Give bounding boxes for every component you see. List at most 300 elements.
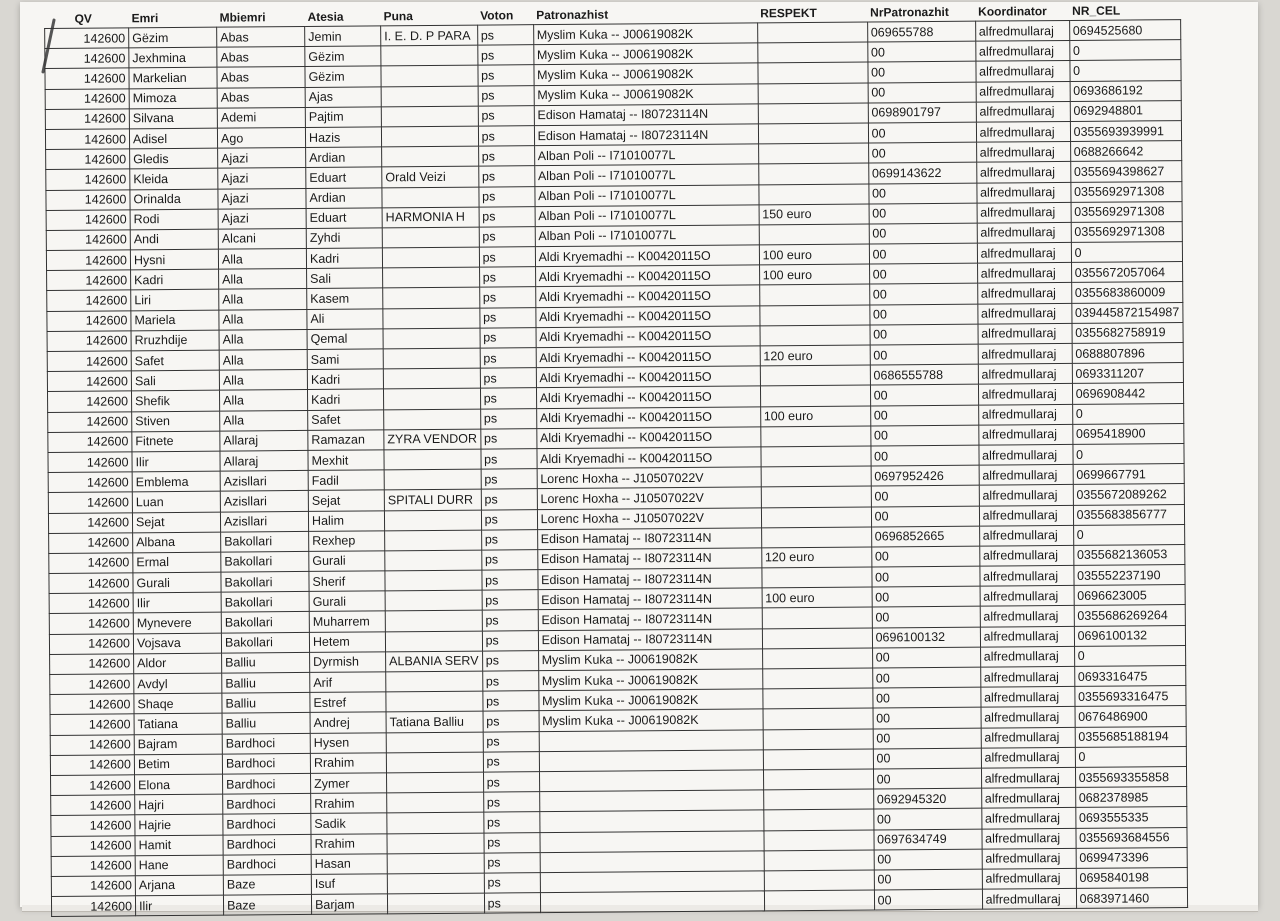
cell-patronazhist: Aldi Kryemadhi -- K00420115O bbox=[536, 406, 760, 428]
cell-nrpatronazhit: 00 bbox=[870, 385, 978, 406]
cell-voton: ps bbox=[482, 650, 538, 671]
cell-qv: 142600 bbox=[45, 48, 129, 69]
cell-respekt bbox=[763, 789, 873, 810]
header-qv: QV bbox=[74, 11, 92, 26]
cell-mbiemri: Bakollari bbox=[221, 571, 309, 592]
cell-voton: ps bbox=[481, 529, 537, 550]
cell-emri: Shefik bbox=[131, 391, 219, 412]
cell-atesia: Fadil bbox=[308, 470, 384, 491]
cell-koordinator: alfredmullaraj bbox=[981, 727, 1075, 748]
cell-emri: Ilir bbox=[133, 592, 221, 613]
header-puna: Puna bbox=[383, 9, 413, 24]
cell-voton: ps bbox=[483, 711, 539, 732]
cell-atesia: Hysen bbox=[310, 732, 386, 753]
table-body bbox=[45, 20, 1188, 917]
cell-emri: Orinalda bbox=[130, 189, 218, 210]
cell-mbiemri: Balliu bbox=[222, 713, 310, 734]
cell-qv: 142600 bbox=[51, 775, 135, 796]
cell-voton: ps bbox=[483, 812, 539, 833]
cell-qv: 142600 bbox=[50, 654, 134, 675]
cell-emri: Ilir bbox=[135, 895, 223, 916]
cell-patronazhist bbox=[540, 891, 764, 913]
cell-koordinator: alfredmullaraj bbox=[982, 828, 1076, 849]
cell-atesia: Gëzim bbox=[305, 46, 381, 67]
cell-nrpatronazhit: 00 bbox=[869, 263, 977, 284]
cell-nrcel: 0688807896 bbox=[1072, 343, 1183, 364]
cell-emri: Mimoza bbox=[129, 88, 217, 109]
cell-nrcel: 0699667791 bbox=[1073, 464, 1184, 485]
cell-respekt bbox=[757, 22, 867, 43]
cell-mbiemri: Alla bbox=[219, 370, 307, 391]
cell-emri: Ilir bbox=[132, 451, 220, 472]
cell-voton: ps bbox=[479, 227, 535, 248]
cell-voton: ps bbox=[479, 287, 535, 308]
cell-respekt bbox=[758, 123, 868, 144]
cell-qv: 142600 bbox=[50, 674, 134, 695]
cell-nrpatronazhit: 00 bbox=[868, 142, 976, 163]
cell-puna bbox=[383, 328, 480, 349]
cell-nrpatronazhit: 00 bbox=[872, 647, 980, 668]
cell-patronazhist bbox=[539, 770, 763, 792]
cell-emri: Ermal bbox=[133, 552, 221, 573]
cell-voton: ps bbox=[478, 65, 534, 86]
cell-nrpatronazhit: 00 bbox=[873, 708, 981, 729]
cell-patronazhist: Aldi Kryemadhi -- K00420115O bbox=[535, 306, 759, 328]
cell-nrpatronazhit: 00 bbox=[868, 62, 976, 83]
cell-emri: Safet bbox=[131, 350, 219, 371]
cell-emri: Markelian bbox=[129, 68, 217, 89]
cell-nrpatronazhit: 00 bbox=[873, 748, 981, 769]
cell-puna bbox=[386, 671, 483, 692]
cell-atesia: Pajtim bbox=[305, 107, 381, 128]
cell-nrcel: 0 bbox=[1074, 645, 1185, 666]
cell-nrpatronazhit: 00 bbox=[871, 445, 979, 466]
cell-koordinator: alfredmullaraj bbox=[982, 848, 1076, 869]
cell-qv: 142600 bbox=[46, 210, 130, 231]
cell-voton: ps bbox=[478, 105, 534, 126]
cell-respekt bbox=[761, 466, 871, 487]
cell-mbiemri: Abas bbox=[217, 87, 305, 108]
cell-puna: Tatiana Balliu bbox=[386, 711, 483, 732]
cell-respekt: 120 euro bbox=[761, 547, 871, 568]
cell-nrcel: 0355693316475 bbox=[1074, 686, 1185, 707]
cell-atesia: Andrej bbox=[310, 712, 386, 733]
cell-qv: 142600 bbox=[46, 169, 130, 190]
cell-respekt bbox=[760, 426, 870, 447]
cell-koordinator: alfredmullaraj bbox=[976, 61, 1070, 82]
cell-respekt bbox=[764, 830, 874, 851]
cell-nrcel: 035552237190 bbox=[1074, 565, 1185, 586]
cell-nrcel: 039445872154987 bbox=[1071, 302, 1182, 323]
cell-patronazhist: Aldi Kryemadhi -- K00420115O bbox=[536, 346, 760, 368]
cell-puna bbox=[387, 873, 484, 894]
cell-voton: ps bbox=[483, 731, 539, 752]
cell-qv: 142600 bbox=[45, 68, 129, 89]
cell-nrpatronazhit: 00 bbox=[874, 849, 982, 870]
cell-nrpatronazhit: 00 bbox=[870, 425, 978, 446]
cell-puna bbox=[385, 550, 482, 571]
cell-emri: Albana bbox=[133, 532, 221, 553]
cell-mbiemri: Ajazi bbox=[218, 188, 306, 209]
cell-atesia: Eduart bbox=[306, 208, 382, 229]
cell-puna bbox=[386, 732, 483, 753]
cell-nrpatronazhit: 00 bbox=[869, 304, 977, 325]
cell-koordinator: alfredmullaraj bbox=[980, 666, 1074, 687]
cell-nrpatronazhit: 00 bbox=[871, 546, 979, 567]
cell-puna bbox=[384, 449, 481, 470]
cell-emri: Tatiana bbox=[134, 713, 222, 734]
cell-atesia: Mexhit bbox=[308, 450, 384, 471]
cell-respekt: 100 euro bbox=[760, 406, 870, 427]
cell-atesia: Rexhep bbox=[309, 531, 385, 552]
cell-koordinator: alfredmullaraj bbox=[978, 404, 1072, 425]
cell-voton: ps bbox=[478, 126, 534, 147]
cell-atesia: Sali bbox=[307, 268, 383, 289]
cell-atesia: Dyrmish bbox=[310, 652, 386, 673]
cell-voton: ps bbox=[478, 166, 534, 187]
cell-mbiemri: Bardhoci bbox=[223, 854, 311, 875]
cell-mbiemri: Allaraj bbox=[220, 430, 308, 451]
cell-puna bbox=[385, 570, 482, 591]
cell-qv: 142600 bbox=[47, 351, 131, 372]
cell-respekt bbox=[763, 708, 873, 729]
cell-qv: 142600 bbox=[50, 755, 134, 776]
cell-respekt bbox=[764, 870, 874, 891]
cell-atesia: Zymer bbox=[311, 773, 387, 794]
cell-respekt bbox=[762, 567, 872, 588]
cell-patronazhist: Aldi Kryemadhi -- K00420115O bbox=[536, 366, 760, 388]
header-atesia: Atesia bbox=[307, 9, 344, 24]
cell-voton: ps bbox=[479, 267, 535, 288]
cell-patronazhist: Myslim Kuka -- J00619082K bbox=[533, 43, 757, 65]
cell-atesia: Ardian bbox=[306, 147, 382, 168]
cell-nrcel: 0355682758919 bbox=[1072, 322, 1183, 343]
cell-koordinator: alfredmullaraj bbox=[981, 788, 1075, 809]
cell-koordinator: alfredmullaraj bbox=[975, 20, 1069, 41]
cell-voton: ps bbox=[482, 691, 538, 712]
cell-nrcel: 0355672057064 bbox=[1071, 262, 1182, 283]
cell-emri: Shaqe bbox=[134, 693, 222, 714]
cell-nrcel: 0695418900 bbox=[1072, 423, 1183, 444]
cell-qv: 142600 bbox=[49, 613, 133, 634]
cell-qv: 142600 bbox=[46, 250, 130, 271]
cell-patronazhist: Edison Hamataj -- I80723114N bbox=[538, 629, 762, 651]
cell-nrpatronazhit: 00 bbox=[869, 284, 977, 305]
cell-mbiemri: Ajazi bbox=[218, 168, 306, 189]
cell-voton: ps bbox=[480, 428, 536, 449]
cell-nrcel: 0355685188194 bbox=[1075, 726, 1186, 747]
cell-qv: 142600 bbox=[46, 189, 130, 210]
cell-koordinator: alfredmullaraj bbox=[980, 606, 1074, 627]
cell-respekt bbox=[762, 688, 872, 709]
cell-patronazhist: Aldi Kryemadhi -- K00420115O bbox=[536, 427, 760, 449]
cell-nrpatronazhit: 00 bbox=[872, 667, 980, 688]
cell-puna bbox=[382, 187, 479, 208]
cell-emri: Rruzhdije bbox=[131, 330, 219, 351]
cell-voton: ps bbox=[478, 85, 534, 106]
cell-voton: ps bbox=[478, 146, 534, 167]
cell-patronazhist: Edison Hamataj -- I80723114N bbox=[537, 548, 761, 570]
header-koordinator: Koordinator bbox=[978, 4, 1047, 19]
cell-mbiemri: Allaraj bbox=[220, 450, 308, 471]
cell-qv: 142600 bbox=[49, 573, 133, 594]
cell-atesia: Gurali bbox=[309, 551, 385, 572]
header-mbiemri: Mbiemri bbox=[219, 10, 266, 25]
cell-qv: 142600 bbox=[51, 855, 135, 876]
cell-nrcel: 0355692971308 bbox=[1071, 221, 1182, 242]
cell-koordinator: alfredmullaraj bbox=[979, 465, 1073, 486]
cell-emri: Rodi bbox=[130, 209, 218, 230]
cell-qv: 142600 bbox=[51, 896, 135, 917]
cell-mbiemri: Ago bbox=[217, 127, 305, 148]
cell-mbiemri: Balliu bbox=[222, 693, 310, 714]
cell-puna bbox=[387, 812, 484, 833]
cell-koordinator: alfredmullaraj bbox=[979, 444, 1073, 465]
header-patronazhist: Patronazhist bbox=[536, 7, 609, 23]
cell-mbiemri: Alla bbox=[219, 289, 307, 310]
cell-atesia: Hasan bbox=[311, 854, 387, 875]
cell-emri: Fitnete bbox=[132, 431, 220, 452]
cell-nrpatronazhit: 00 bbox=[874, 869, 982, 890]
cell-atesia: Hetem bbox=[309, 631, 385, 652]
cell-patronazhist: Lorenc Hoxha -- J10507022V bbox=[537, 467, 761, 489]
cell-qv: 142600 bbox=[51, 876, 135, 897]
cell-voton: ps bbox=[484, 873, 540, 894]
cell-respekt bbox=[762, 648, 872, 669]
cell-respekt bbox=[763, 729, 873, 750]
voter-table bbox=[44, 1, 1188, 917]
cell-emri: Sali bbox=[131, 370, 219, 391]
cell-nrcel: 0693311207 bbox=[1072, 363, 1183, 384]
cell-puna bbox=[385, 631, 482, 652]
cell-atesia: Barjam bbox=[311, 894, 387, 915]
cell-nrpatronazhit: 0696852665 bbox=[871, 526, 979, 547]
cell-respekt bbox=[759, 284, 869, 305]
cell-mbiemri: Ajazi bbox=[218, 148, 306, 169]
cell-mbiemri: Ajazi bbox=[218, 208, 306, 229]
cell-patronazhist: Alban Poli -- I71010077L bbox=[535, 184, 759, 206]
cell-voton: ps bbox=[479, 247, 535, 268]
cell-nrcel: 0355682136053 bbox=[1073, 544, 1184, 565]
cell-puna bbox=[386, 691, 483, 712]
cell-nrpatronazhit: 00 bbox=[873, 728, 981, 749]
cell-respekt: 100 euro bbox=[759, 244, 869, 265]
cell-patronazhist: Myslim Kuka -- J00619082K bbox=[534, 63, 758, 85]
cell-mbiemri: Bakollari bbox=[221, 612, 309, 633]
cell-nrpatronazhit: 00 bbox=[870, 344, 978, 365]
cell-voton: ps bbox=[480, 408, 536, 429]
cell-qv: 142600 bbox=[45, 88, 129, 109]
cell-emri: Mariela bbox=[131, 310, 219, 331]
cell-nrcel: 0694525680 bbox=[1069, 20, 1180, 41]
cell-puna bbox=[387, 853, 484, 874]
cell-atesia: Safet bbox=[308, 409, 384, 430]
cell-puna: HARMONIA H bbox=[382, 207, 479, 228]
cell-respekt bbox=[760, 365, 870, 386]
cell-mbiemri: Alla bbox=[220, 410, 308, 431]
cell-mbiemri: Alla bbox=[219, 349, 307, 370]
cell-koordinator: alfredmullaraj bbox=[976, 121, 1070, 142]
cell-qv: 142600 bbox=[47, 310, 131, 331]
cell-respekt: 150 euro bbox=[759, 204, 869, 225]
cell-patronazhist bbox=[540, 830, 764, 852]
cell-atesia: Ajas bbox=[305, 86, 381, 107]
cell-atesia: Kasem bbox=[307, 288, 383, 309]
cell-puna bbox=[384, 469, 481, 490]
cell-nrcel: 0355683856777 bbox=[1073, 504, 1184, 525]
cell-atesia: Ardian bbox=[306, 187, 382, 208]
cell-nrcel: 0693686192 bbox=[1070, 80, 1181, 101]
cell-puna: SPITALI DURR bbox=[384, 489, 481, 510]
cell-voton: ps bbox=[481, 469, 537, 490]
cell-respekt bbox=[758, 143, 868, 164]
cell-mbiemri: Azisllari bbox=[220, 491, 308, 512]
cell-patronazhist bbox=[540, 851, 764, 873]
cell-nrcel: 0676486900 bbox=[1075, 706, 1186, 727]
cell-respekt: 100 euro bbox=[759, 264, 869, 285]
cell-respekt bbox=[760, 325, 870, 346]
cell-mbiemri: Abas bbox=[217, 47, 305, 68]
cell-puna bbox=[383, 368, 480, 389]
cell-voton: ps bbox=[482, 610, 538, 631]
cell-koordinator: alfredmullaraj bbox=[977, 222, 1071, 243]
cell-koordinator: alfredmullaraj bbox=[979, 505, 1073, 526]
cell-atesia: Estref bbox=[310, 692, 386, 713]
cell-nrcel: 0683971460 bbox=[1076, 888, 1187, 909]
cell-nrpatronazhit: 0692945320 bbox=[873, 788, 981, 809]
cell-koordinator: alfredmullaraj bbox=[980, 565, 1074, 586]
cell-koordinator: alfredmullaraj bbox=[981, 767, 1075, 788]
cell-koordinator: alfredmullaraj bbox=[978, 323, 1072, 344]
cell-nrpatronazhit: 0697952426 bbox=[871, 465, 979, 486]
cell-emri: Hysni bbox=[130, 249, 218, 270]
cell-puna bbox=[384, 409, 481, 430]
cell-puna bbox=[385, 590, 482, 611]
cell-voton: ps bbox=[477, 45, 533, 66]
cell-nrcel: 0355693684556 bbox=[1076, 827, 1187, 848]
cell-mbiemri: Baze bbox=[223, 874, 311, 895]
cell-atesia: Qemal bbox=[307, 329, 383, 350]
cell-koordinator: alfredmullaraj bbox=[976, 162, 1070, 183]
cell-respekt bbox=[758, 163, 868, 184]
header-nrpatronazhit: NrPatronazhit bbox=[870, 4, 949, 20]
cell-atesia: Rrahim bbox=[311, 833, 387, 854]
cell-qv: 142600 bbox=[50, 734, 134, 755]
cell-puna bbox=[385, 530, 482, 551]
cell-atesia: Sherif bbox=[309, 571, 385, 592]
cell-emri: Gurali bbox=[133, 572, 221, 593]
cell-patronazhist: Aldi Kryemadhi -- K00420115O bbox=[535, 245, 759, 267]
cell-nrpatronazhit: 00 bbox=[872, 607, 980, 628]
cell-voton: ps bbox=[479, 206, 535, 227]
cell-emri: Andi bbox=[130, 229, 218, 250]
cell-atesia: Zyhdi bbox=[306, 228, 382, 249]
cell-mbiemri: Bardhoci bbox=[222, 733, 310, 754]
cell-patronazhist: Myslim Kuka -- J00619082K bbox=[538, 669, 762, 691]
cell-puna bbox=[387, 792, 484, 813]
cell-qv: 142600 bbox=[46, 149, 130, 170]
cell-emri: Elona bbox=[135, 774, 223, 795]
cell-qv: 142600 bbox=[49, 553, 133, 574]
cell-emri: Sejat bbox=[132, 512, 220, 533]
cell-koordinator: alfredmullaraj bbox=[980, 626, 1074, 647]
cell-qv: 142600 bbox=[45, 28, 129, 49]
cell-koordinator: alfredmullaraj bbox=[977, 243, 1071, 264]
cell-nrcel: 0 bbox=[1071, 242, 1182, 263]
cell-koordinator: alfredmullaraj bbox=[978, 343, 1072, 364]
cell-nrcel: 0692948801 bbox=[1070, 100, 1181, 121]
cell-respekt: 100 euro bbox=[762, 587, 872, 608]
cell-patronazhist bbox=[540, 871, 764, 893]
cell-emri: Emblema bbox=[132, 471, 220, 492]
cell-nrpatronazhit: 0697634749 bbox=[874, 829, 982, 850]
cell-voton: ps bbox=[480, 327, 536, 348]
cell-respekt bbox=[758, 62, 868, 83]
cell-koordinator: alfredmullaraj bbox=[976, 142, 1070, 163]
cell-qv: 142600 bbox=[48, 492, 132, 513]
cell-voton: ps bbox=[480, 368, 536, 389]
cell-respekt bbox=[759, 184, 869, 205]
cell-nrcel: 0696908442 bbox=[1072, 383, 1183, 404]
cell-mbiemri: Bakollari bbox=[221, 551, 309, 572]
cell-voton: ps bbox=[484, 832, 540, 853]
cell-koordinator: alfredmullaraj bbox=[977, 283, 1071, 304]
cell-nrpatronazhit: 00 bbox=[870, 324, 978, 345]
cell-emri: Arjana bbox=[135, 875, 223, 896]
cell-nrcel: 0355693355858 bbox=[1075, 766, 1186, 787]
cell-qv: 142600 bbox=[47, 391, 131, 412]
cell-mbiemri: Azisllari bbox=[220, 471, 308, 492]
cell-nrpatronazhit: 00 bbox=[869, 223, 977, 244]
cell-nrcel: 0695840198 bbox=[1076, 867, 1187, 888]
cell-puna bbox=[381, 106, 478, 127]
cell-mbiemri: Alcani bbox=[218, 228, 306, 249]
cell-koordinator: alfredmullaraj bbox=[976, 101, 1070, 122]
cell-voton: ps bbox=[477, 25, 533, 46]
cell-patronazhist: Edison Hamataj -- I80723114N bbox=[538, 568, 762, 590]
cell-nrpatronazhit: 00 bbox=[872, 687, 980, 708]
cell-qv: 142600 bbox=[48, 432, 132, 453]
cell-respekt bbox=[759, 305, 869, 326]
cell-patronazhist: Edison Hamataj -- I80723114N bbox=[538, 608, 762, 630]
cell-respekt bbox=[763, 809, 873, 830]
cell-respekt bbox=[761, 527, 871, 548]
cell-emri: Gëzim bbox=[129, 27, 217, 48]
cell-puna bbox=[383, 308, 480, 329]
cell-qv: 142600 bbox=[48, 512, 132, 533]
cell-respekt bbox=[758, 83, 868, 104]
cell-nrpatronazhit: 00 bbox=[868, 183, 976, 204]
cell-atesia: Sadik bbox=[311, 813, 387, 834]
cell-respekt bbox=[760, 385, 870, 406]
cell-voton: ps bbox=[479, 186, 535, 207]
cell-voton: ps bbox=[481, 449, 537, 470]
cell-mbiemri: Bardhoci bbox=[223, 794, 311, 815]
cell-qv: 142600 bbox=[47, 371, 131, 392]
cell-puna: ZYRA VENDOR bbox=[384, 429, 481, 450]
cell-nrpatronazhit: 00 bbox=[871, 485, 979, 506]
cell-voton: ps bbox=[481, 489, 537, 510]
cell-patronazhist: Myslim Kuka -- J00619082K bbox=[539, 709, 763, 731]
cell-qv: 142600 bbox=[51, 815, 135, 836]
cell-patronazhist: Aldi Kryemadhi -- K00420115O bbox=[535, 285, 759, 307]
cell-puna bbox=[381, 65, 478, 86]
cell-voton: ps bbox=[482, 630, 538, 651]
cell-voton: ps bbox=[480, 348, 536, 369]
cell-mbiemri: Ademi bbox=[217, 107, 305, 128]
cell-mbiemri: Alla bbox=[219, 390, 307, 411]
cell-nrpatronazhit: 0699143622 bbox=[868, 162, 976, 183]
